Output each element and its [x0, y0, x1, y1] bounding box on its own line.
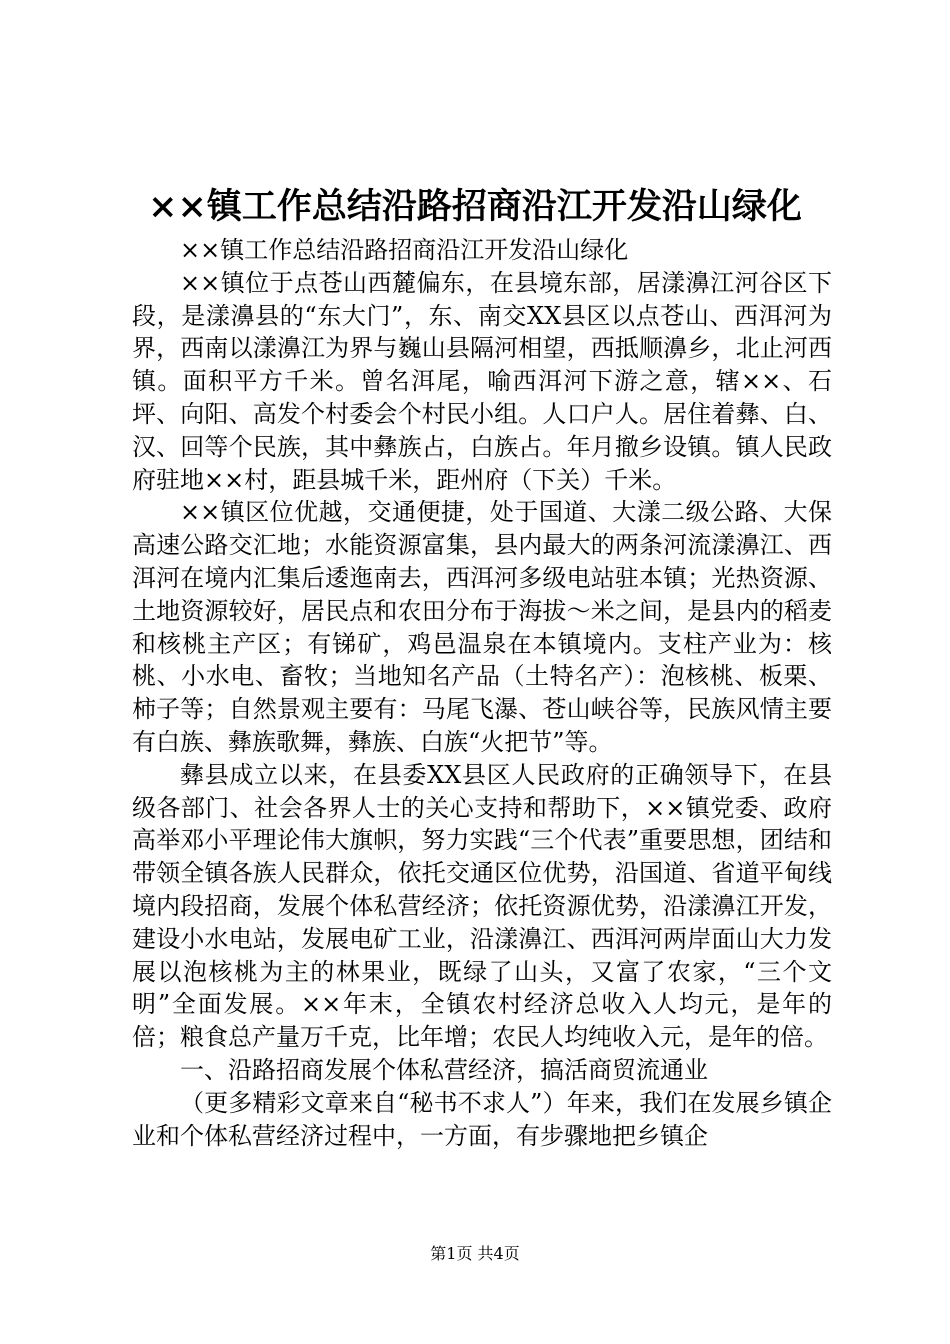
paragraph-achievements: 彝县成立以来，在县委XX县区人民政府的正确领导下，在县级各部门、社会各界人士的关心支持和帮助下，××镇党委、政府高举邓小平理论伟大旗帜，努力实践“三个代表”重要思想，团结和带领全镇各族人民群众，依托交通区位优势，沿国道、省道平甸线境内段招商，发展个体私营经济；依托资源优势，沿漾濞江开发，建设小水电站，发展电矿工业，沿漾濞江、西洱河两岸面山大力发展以泡核桃为主的林果业，既绿了山头，又富了农家，“三个文明”全面发展。××年末，全镇农村经济总收入人均元，是年的倍；粮食总产量万千克，比年增；农民人均纯收入元，是年的倍。	[132, 760, 832, 1052]
document-title: ××镇工作总结沿路招商沿江开发沿山绿化	[148, 186, 802, 227]
paragraph-advantages: ××镇区位优越，交通便捷，处于国道、大漾二级公路、大保高速公路交汇地；水能资源富集，县内最大的两条河流漾濞江、西洱河在境内汇集后逶迤南去，西洱河多级电站驻本镇；光热资源、土地资源较好，居民点和农田分布于海拔～米之间，是县内的稻麦和核桃主产区；有锑矿，鸡邑温泉在本镇境内。支柱产业为：核桃、小水电、畜牧；当地知名产品（土特名产）：泡核桃、板栗、柿子等；自然景观主要有：马尾飞瀑、苍山峡谷等，民族风情主要有白族、彝族歌舞，彝族、白族“火把节”等。	[132, 498, 832, 756]
paragraph-subtitle: ××镇工作总结沿路招商沿江开发沿山绿化	[180, 236, 629, 264]
paragraph-location: ××镇位于点苍山西麓偏东，在县境东部，居漾濞江河谷区下段，是漾濞县的“东大门”，东、南交XX县区以点苍山、西洱河为界，西南以漾濞江为界与巍山县隔河相望，西抵顺濞乡，北止河西镇。面积平方千米。曾名洱尾，喻西洱河下游之意，辖××、石坪、向阳、高发个村委会个村民小组。人口户人。居住着彝、白、汉、回等个民族，其中彝族占，白族占。年月撤乡设镇。镇人民政府驻地××村，距县城千米，距州府（下关）千米。	[132, 268, 832, 494]
document-body	[132, 234, 832, 1152]
section-heading-1: 一、沿路招商发展个体私营经济，搞活商贸流通业	[180, 1055, 708, 1084]
paragraph-section-1: （更多精彩文章来自“秘书不求人”）年来，我们在发展乡镇企业和个体私营经济过程中，一方面，有步骤地把乡镇企	[132, 1088, 832, 1150]
page-footer: 第1页 共4页	[430, 1244, 520, 1263]
